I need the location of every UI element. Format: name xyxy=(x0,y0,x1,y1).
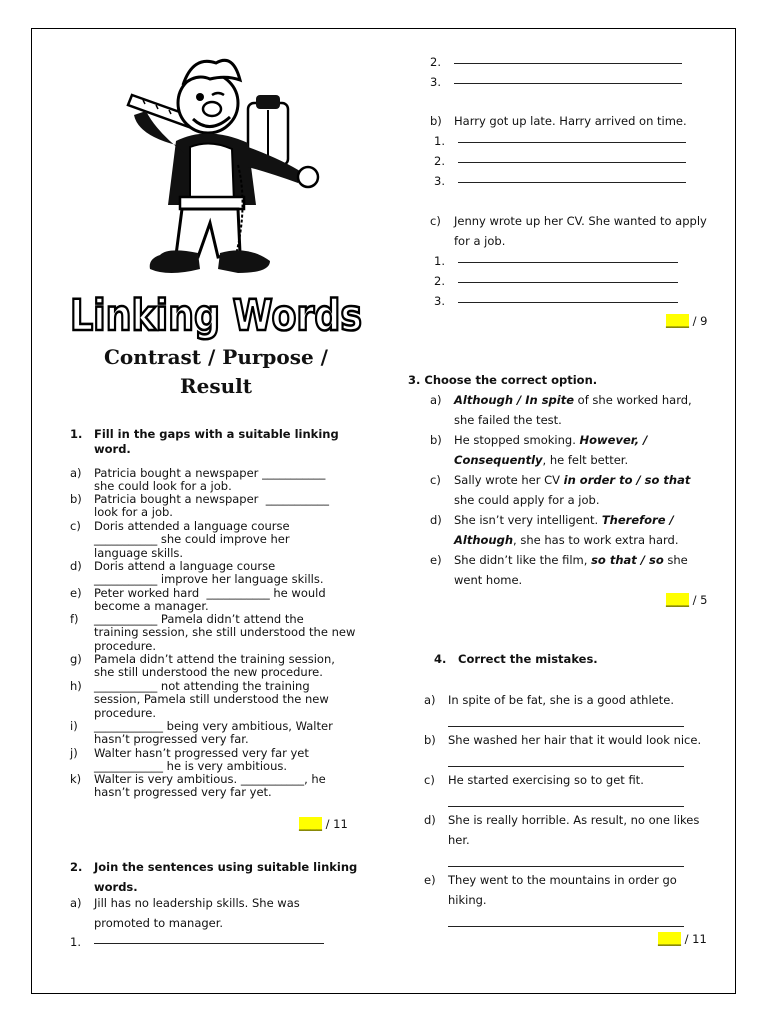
fill-gap-item xyxy=(70,493,362,520)
section2-title-line-1: Join the sentences using suitable linking xyxy=(94,860,358,874)
section3-item-a xyxy=(430,390,730,430)
item-text: Harry got up late. Harry arrived on time. xyxy=(454,114,687,128)
item-text[interactable]: Doris attended a language course xyxy=(94,519,290,533)
item-text: hiking. xyxy=(448,893,487,907)
item-text[interactable]: ___________ Pamela didn’t attend the xyxy=(94,612,304,626)
item-label: c) xyxy=(424,773,435,787)
item-text: Jenny wrote up her CV. She wanted to apply xyxy=(454,214,707,228)
answer-blank[interactable] xyxy=(458,171,686,183)
item-text: They went to the mountains in order go xyxy=(448,873,677,887)
item-text: went home. xyxy=(454,573,523,587)
item-label: e) xyxy=(70,586,82,600)
option-text[interactable]: Although / In spite xyxy=(454,393,575,407)
item-label: d) xyxy=(430,513,442,527)
answer-blank[interactable] xyxy=(458,271,678,283)
section3-item-c xyxy=(430,470,730,510)
item-text[interactable]: procedure. xyxy=(94,638,157,653)
answer-number: 1. xyxy=(434,134,445,148)
item-text[interactable]: Pamela didn’t attend the training session, xyxy=(94,652,335,666)
section3-item-d xyxy=(430,510,730,550)
answer-number: 1. xyxy=(434,254,445,268)
item-text: Jill has no leadership skills. She was xyxy=(94,896,300,910)
option-text[interactable]: However, / xyxy=(579,433,648,447)
answer-blank[interactable] xyxy=(454,72,682,84)
item-label: c) xyxy=(70,519,81,533)
score-total: / 11 xyxy=(681,932,707,946)
section4-score xyxy=(658,932,707,946)
correct-mistake-item xyxy=(424,810,724,867)
item-text[interactable]: training session, she still understood the new xyxy=(94,625,356,640)
item-text[interactable]: Doris attend a language course xyxy=(94,559,276,573)
item-label: h) xyxy=(70,679,82,693)
item-label: e) xyxy=(430,553,442,567)
fill-gap-item xyxy=(70,467,362,494)
item-text: she failed the test. xyxy=(454,413,562,427)
item-label: b) xyxy=(430,433,442,447)
correct-mistake-item xyxy=(424,770,724,807)
section3-item-b xyxy=(430,430,730,470)
item-text[interactable]: hasn’t progressed very far. xyxy=(94,732,249,747)
score-blank[interactable]: ____ xyxy=(299,817,322,831)
item-text[interactable]: Walter is very ambitious. ___________, he xyxy=(94,772,326,786)
section3-item-e xyxy=(430,550,730,590)
section2-item-a xyxy=(70,893,360,933)
answer-line-a2[interactable] xyxy=(430,52,682,72)
section1-number: 1. xyxy=(70,427,83,441)
answer-number: 2. xyxy=(434,154,445,168)
correct-mistake-item xyxy=(424,730,724,767)
item-text[interactable]: ____________ he is very ambitious. xyxy=(94,759,288,774)
section4-number: 4. xyxy=(434,652,447,666)
item-text: In spite of be fat, she is a good athlete. xyxy=(448,693,674,707)
score-blank[interactable]: ____ xyxy=(666,314,689,328)
item-label: b) xyxy=(430,114,442,128)
option-text[interactable]: Therefore / xyxy=(601,513,674,527)
item-text[interactable]: become a manager. xyxy=(94,599,209,614)
score-total: / 5 xyxy=(689,593,708,607)
subtitle-line-1: Contrast / Purpose / xyxy=(104,345,328,369)
item-text: She didn’t like the film, xyxy=(454,553,592,567)
subtitle-line-2: Result xyxy=(180,374,252,398)
item-text[interactable]: procedure. xyxy=(94,705,157,720)
item-text: She isn’t very intelligent. xyxy=(454,513,602,527)
correct-mistake-item xyxy=(424,870,724,927)
correct-mistake-item xyxy=(424,690,724,727)
item-text[interactable]: Walter hasn’t progressed very far yet xyxy=(94,746,309,760)
item-label: a) xyxy=(70,466,82,480)
section2-score xyxy=(666,314,708,328)
item-text: He stopped smoking. xyxy=(454,433,580,447)
answer-blank[interactable] xyxy=(448,752,684,767)
item-label: f) xyxy=(70,612,79,626)
item-label: i) xyxy=(70,719,78,733)
item-label: a) xyxy=(424,693,436,707)
item-label: j) xyxy=(70,746,78,760)
item-label: c) xyxy=(430,473,441,487)
section4-heading xyxy=(434,652,598,667)
item-label: d) xyxy=(424,813,436,827)
item-text: He started exercising so to get fit. xyxy=(448,773,644,787)
fill-gap-item xyxy=(70,613,362,653)
score-blank[interactable]: ____ xyxy=(658,932,681,946)
fill-gap-item xyxy=(70,653,362,680)
option-text[interactable]: so that / so xyxy=(591,553,664,567)
answer-blank[interactable] xyxy=(448,712,684,727)
fill-gap-item xyxy=(70,747,362,774)
score-total: / 11 xyxy=(322,817,348,831)
section2-item-b xyxy=(430,111,687,131)
item-text: she xyxy=(663,553,688,567)
item-label: g) xyxy=(70,652,82,666)
section4-title: Correct the mistakes. xyxy=(458,652,598,666)
logo-text: Linking Words xyxy=(70,291,362,341)
fill-gap-item xyxy=(70,520,362,560)
fill-gap-item xyxy=(70,720,362,747)
option-text[interactable]: Consequently xyxy=(454,453,543,467)
answer-blank[interactable] xyxy=(94,932,324,944)
fill-gap-item xyxy=(70,587,362,614)
item-label: d) xyxy=(70,559,82,573)
item-text: She is really horrible. As result, no one likes xyxy=(448,813,700,827)
item-label: a) xyxy=(70,896,82,910)
option-text[interactable]: in order to / so that xyxy=(563,473,691,487)
option-text[interactable]: Although xyxy=(454,533,514,547)
item-text[interactable]: she still understood the new procedure. xyxy=(94,665,323,680)
answer-number: 1. xyxy=(70,935,81,949)
answer-number: 3. xyxy=(430,75,441,89)
item-label: a) xyxy=(430,393,442,407)
item-text[interactable]: Patricia bought a newspaper ___________ xyxy=(94,466,326,480)
subtitle xyxy=(72,343,360,401)
section1-title: Fill in the gaps with a suitable linking word. xyxy=(94,427,339,456)
item-label: b) xyxy=(424,733,436,747)
item-text: Sally wrote her CV xyxy=(454,473,564,487)
answer-line-c2[interactable] xyxy=(434,271,678,291)
answer-line-b3[interactable] xyxy=(434,171,686,191)
item-text: she could apply for a job. xyxy=(454,493,600,507)
item-text: promoted to manager. xyxy=(94,916,224,930)
answer-number: 3. xyxy=(434,294,445,308)
item-text: , he felt better. xyxy=(542,453,629,467)
item-text[interactable]: ___________ not attending the training xyxy=(94,679,310,693)
answer-blank[interactable] xyxy=(458,291,678,303)
answer-number: 2. xyxy=(430,55,441,69)
answer-number: 2. xyxy=(434,274,445,288)
item-label: b) xyxy=(70,492,82,506)
fill-gap-item xyxy=(70,680,362,720)
cartoon-student-illustration xyxy=(98,55,338,290)
item-text[interactable]: Peter worked hard ___________ he would xyxy=(94,586,326,600)
answer-blank[interactable] xyxy=(448,912,684,927)
item-text[interactable]: ___________ improve her language skills. xyxy=(94,572,324,587)
item-label: e) xyxy=(424,873,436,887)
section2-title-line-2: words. xyxy=(94,880,138,894)
score-total: / 9 xyxy=(689,314,708,328)
fill-gap-item xyxy=(70,560,362,587)
item-text[interactable]: look for a job. xyxy=(94,505,173,520)
section1-score xyxy=(299,817,348,831)
item-text[interactable]: language skills. xyxy=(94,545,184,560)
item-text[interactable]: ____________ being very ambitious, Walter xyxy=(94,719,333,733)
section3-title: 3. Choose the correct option. xyxy=(408,373,598,387)
section3-score xyxy=(666,593,708,607)
answer-line-a3[interactable] xyxy=(430,72,682,92)
answer-line-c1[interactable] xyxy=(434,251,678,271)
item-text: her. xyxy=(448,833,470,847)
item-text: She washed her hair that it would look nice. xyxy=(448,733,702,747)
item-text[interactable]: hasn’t progressed very far yet. xyxy=(94,785,272,800)
section2-number: 2. xyxy=(70,860,83,874)
answer-blank[interactable] xyxy=(448,792,684,807)
fill-gap-item xyxy=(70,773,362,800)
answer-line-b1[interactable] xyxy=(434,131,686,151)
item-text: for a job. xyxy=(454,234,506,248)
score-blank[interactable]: ____ xyxy=(666,593,689,607)
item-text[interactable]: Patricia bought a newspaper ___________ xyxy=(94,492,329,506)
answer-blank[interactable] xyxy=(454,52,682,64)
item-text: , she has to work extra hard. xyxy=(513,533,679,547)
answer-line-b2[interactable] xyxy=(434,151,686,171)
answer-blank[interactable] xyxy=(458,151,686,163)
answer-blank[interactable] xyxy=(458,251,678,263)
item-label: k) xyxy=(70,772,82,786)
answer-blank[interactable] xyxy=(458,131,686,143)
item-text[interactable]: session, Pamela still understood the new xyxy=(94,692,329,707)
section1-heading xyxy=(70,427,360,457)
answer-line-a1[interactable] xyxy=(70,932,324,952)
item-text[interactable]: she could look for a job. xyxy=(94,479,232,494)
section2-item-c xyxy=(430,211,730,251)
item-label: c) xyxy=(430,214,441,228)
answer-line-c3[interactable] xyxy=(434,291,678,311)
item-text: of she worked hard, xyxy=(574,393,692,407)
section2-heading xyxy=(70,857,360,897)
item-text[interactable]: ___________ she could improve her xyxy=(94,532,290,547)
linking-words-logo xyxy=(66,286,366,346)
answer-number: 3. xyxy=(434,174,445,188)
answer-blank[interactable] xyxy=(448,852,684,867)
